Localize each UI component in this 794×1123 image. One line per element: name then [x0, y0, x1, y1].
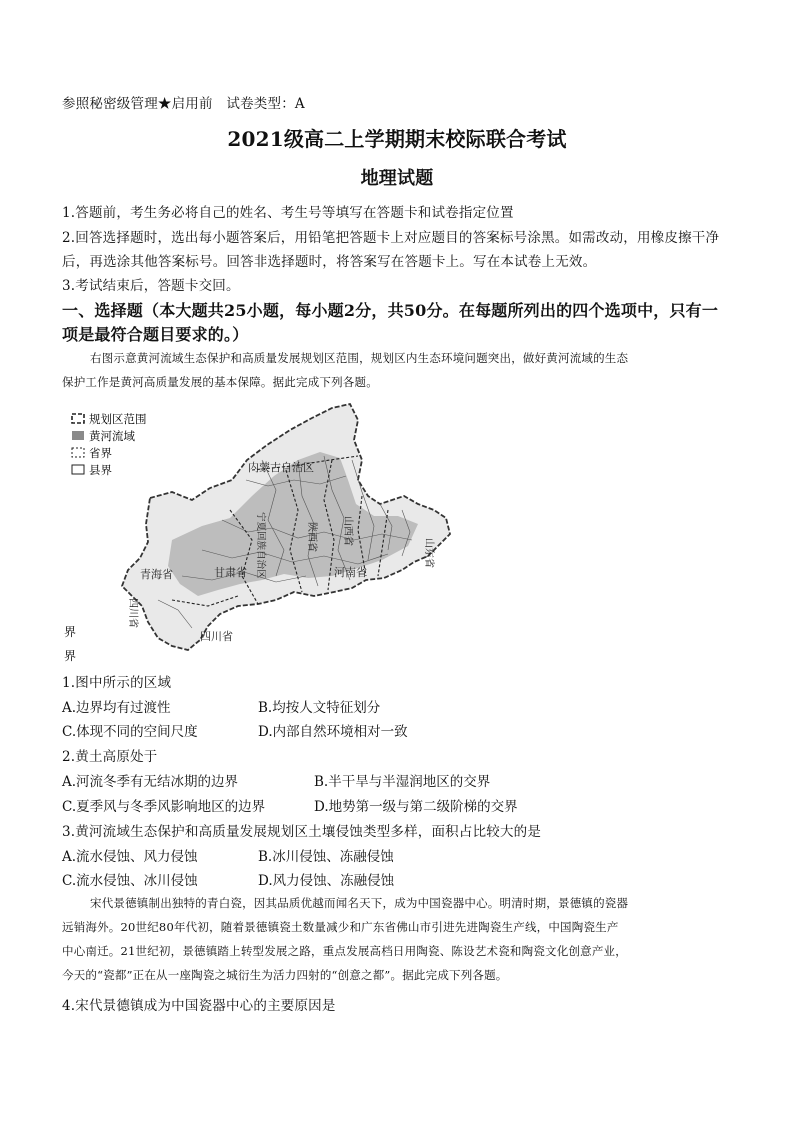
- section-heading-cont: 项是最符合题目要求的。）: [62, 325, 249, 344]
- instruction-2: 2.回答选择题时，选出每小题答案后，用铅笔把答题卡上对应题目的答案标号涂黑。如需改动，用橡皮擦干净: [62, 230, 720, 246]
- label-shandong: 山东省: [423, 538, 434, 568]
- label-shaanxi: 陕西省: [306, 522, 317, 552]
- question-2-option-d: D.地势第一级与第二级阶梯的交界: [314, 799, 518, 815]
- yellow-river-map: [62, 400, 460, 666]
- question-3-option-d: D.风力侵蚀、冻融侵蚀: [258, 873, 395, 889]
- legend-label: 黄河流域: [89, 429, 135, 443]
- label-ningxia: 宁夏回族自治区: [255, 512, 266, 579]
- classification-note: 参照秘密级管理★启用前 试卷类型：A: [62, 96, 305, 112]
- subject-title: 地理试题: [360, 168, 434, 189]
- question-2-option-a: A.河流冬季有无结冰期的边界: [62, 774, 239, 790]
- legend-province-swatch: [72, 448, 84, 457]
- map-legend: [72, 412, 147, 477]
- margin-label: 界: [64, 649, 77, 663]
- section-heading: 一、选择题（本大题共25小题，每小题2分，共50分。在每题所列出的四个选项中，只有一: [62, 301, 719, 320]
- legend-county-swatch: [72, 465, 84, 474]
- margin-label: 界: [64, 625, 77, 639]
- intro-paragraph-line: 远销海外。20世纪80年代初，随着景德镇瓷土数量减少和广东省佛山市引进先进陶瓷生产线，中国陶瓷生产: [62, 920, 619, 934]
- question-2-option-c: C.夏季风与冬季风影响地区的边界: [62, 799, 266, 815]
- exam-title: 2021级高二上学期期末校际联合考试: [227, 127, 567, 151]
- label-qinghai: 青海省: [140, 568, 173, 581]
- intro-paragraph-line: 中心南迁。21世纪初，景德镇踏上转型发展之路，重点发展高档日用陶瓷、陈设艺术瓷和陶瓷文化创意产业，: [62, 944, 627, 958]
- question-3-stem: 3.黄河流域生态保护和高质量发展规划区土壤侵蚀类型多样，面积占比较大的是: [62, 824, 542, 840]
- question-3-option-c: C.流水侵蚀、冰川侵蚀: [62, 873, 198, 889]
- question-3-option-b: B.冰川侵蚀、冻融侵蚀: [258, 849, 394, 865]
- label-gansu: 甘肃省: [214, 566, 247, 579]
- label-shanxi: 山西省: [342, 516, 353, 546]
- question-2-stem: 2.黄土高原处于: [62, 749, 158, 765]
- legend-planning-area-swatch: [72, 414, 84, 423]
- question-1-stem: 1.图中所示的区域: [62, 675, 172, 691]
- question-3-option-a: A.流水侵蚀、风力侵蚀: [62, 849, 198, 865]
- instruction-2-cont: 后，再选涂其他答案标号。回答非选择题时，将答案写在答题卡上。写在本试卷上无效。: [62, 254, 597, 270]
- intro-paragraph-line: 保护工作是黄河高质量发展的基本保障。据此完成下列各题。: [62, 375, 378, 389]
- question-1-option-d: D.内部自然环境相对一致: [258, 724, 408, 740]
- label-sichuan: 四川省: [200, 630, 233, 643]
- legend-basin-swatch: [72, 431, 84, 440]
- legend-label: 县界: [89, 463, 112, 477]
- instruction-1: 1.答题前，考生务必将自己的姓名、考生号等填写在答题卡和试卷指定位置: [62, 205, 514, 221]
- question-4-stem: 4.宋代景德镇成为中国瓷器中心的主要原因是: [62, 998, 336, 1014]
- instruction-3: 3.考试结束后，答题卡交回。: [62, 278, 240, 294]
- label-sichuan-vertical: 四川省: [127, 598, 138, 628]
- question-1-option-a: A.边界均有过渡性: [62, 700, 171, 716]
- label-henan: 河南省: [334, 566, 367, 579]
- question-2-option-b: B.半干旱与半湿润地区的交界: [314, 774, 491, 790]
- question-1-option-b: B.均按人文特征划分: [258, 700, 381, 716]
- label-inner-mongolia: 内蒙古自治区: [248, 461, 314, 474]
- intro-paragraph-line: 右图示意黄河流域生态保护和高质量发展规划区范围，规划区内生态环境问题突出，做好黄河流域的生态: [90, 351, 629, 365]
- intro-paragraph-line: 今天的“瓷都”正在从一座陶瓷之城衍生为活力四射的“创意之都”。据此完成下列各题。: [62, 968, 508, 982]
- question-1-option-c: C.体现不同的空间尺度: [62, 724, 198, 740]
- intro-paragraph-line: 宋代景德镇制出独特的青白瓷，因其品质优越而闻名天下，成为中国瓷器中心。明清时期，景德镇的瓷器: [90, 896, 629, 910]
- legend-label: 规划区范围: [89, 412, 147, 426]
- legend-label: 省界: [89, 446, 112, 460]
